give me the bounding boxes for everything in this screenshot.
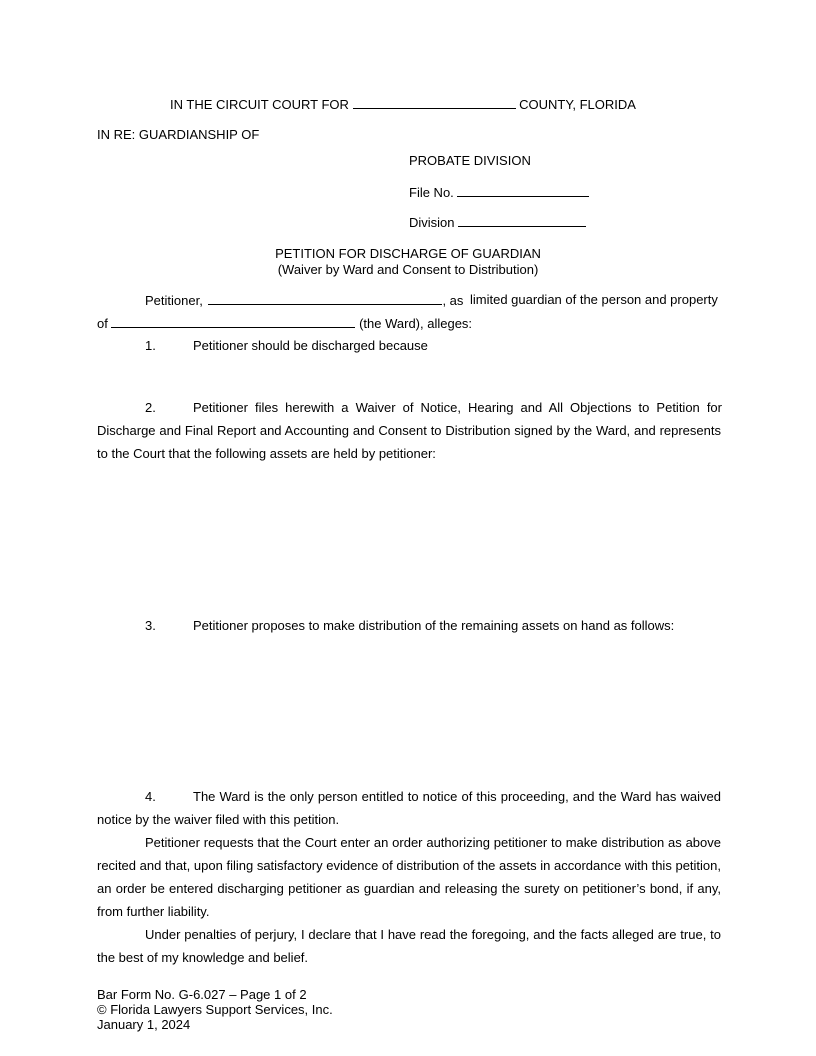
item-1-number: 1. bbox=[145, 338, 156, 353]
item-2-text: Petitioner files herewith a Waiver of Notice, Hearing and All Objections to Petition for bbox=[193, 400, 722, 415]
item-4-text: The Ward is the only person entitled to notice of this proceeding, and the Ward has waived bbox=[193, 789, 721, 804]
petitioner-label: Petitioner, bbox=[145, 293, 203, 308]
ward-line bbox=[97, 315, 472, 332]
in-re-heading: IN RE: GUARDIANSHIP OF bbox=[97, 127, 260, 142]
of-label: of bbox=[97, 316, 108, 331]
item-3-number: 3. bbox=[145, 618, 156, 633]
court-suffix: COUNTY, FLORIDA bbox=[519, 97, 636, 112]
document-title: PETITION FOR DISCHARGE OF GUARDIAN bbox=[275, 246, 541, 261]
item-4-number: 4. bbox=[145, 789, 156, 804]
court-prefix: IN THE CIRCUIT COURT FOR bbox=[170, 97, 349, 112]
ward-text: (the Ward), alleges: bbox=[359, 316, 473, 331]
division-label: Division bbox=[409, 215, 455, 230]
item-2-number: 2. bbox=[145, 400, 156, 415]
guardian-text: limited guardian of the person and property bbox=[470, 292, 718, 307]
perjury-paragraph: Under penalties of perjury, I declare that I have read the foregoing, and the facts alleged are true, to the best of my knowledge and belief. bbox=[97, 927, 721, 965]
court-heading bbox=[170, 96, 636, 113]
file-no-field[interactable] bbox=[457, 184, 589, 197]
probate-division: PROBATE DIVISION bbox=[409, 153, 531, 168]
county-field[interactable] bbox=[353, 96, 516, 109]
division-line bbox=[409, 214, 586, 231]
division-field[interactable] bbox=[458, 214, 586, 227]
footer-form-no: Bar Form No. G-6.027 – Page 1 of 2 bbox=[97, 987, 307, 1002]
petitioner-name-field[interactable] bbox=[208, 292, 442, 305]
petitioner-line bbox=[145, 292, 463, 309]
item-3-text: Petitioner proposes to make distribution of the remaining assets on hand as follows: bbox=[193, 618, 675, 633]
document-subtitle: (Waiver by Ward and Consent to Distribution) bbox=[277, 262, 539, 277]
request-paragraph: Petitioner requests that the Court enter an order authorizing petitioner to make distribution as above recited and that, upon filing satisfactory evidence of distribution of the assets in accordance with this petition, an order be entered discharging petitioner as guardian and releasing the surety on petitioner’s bond, if any, from further liability. bbox=[97, 835, 721, 919]
footer-copyright: © Florida Lawyers Support Services, Inc. bbox=[97, 1002, 333, 1017]
footer-date: January 1, 2024 bbox=[97, 1017, 191, 1032]
item-1-text: Petitioner should be discharged because bbox=[193, 338, 428, 353]
ward-name-field[interactable] bbox=[111, 315, 355, 328]
file-no-label: File No. bbox=[409, 185, 454, 200]
file-no-line bbox=[409, 184, 589, 201]
as-text: , as bbox=[442, 293, 464, 308]
item-2-continuation: Discharge and Final Report and Accounting and Consent to Distribution signed by the Ward, and represents to the Court that the following assets are held by petitioner: bbox=[97, 423, 721, 461]
item-4-continuation: notice by the waiver filed with this petition. bbox=[97, 812, 340, 827]
